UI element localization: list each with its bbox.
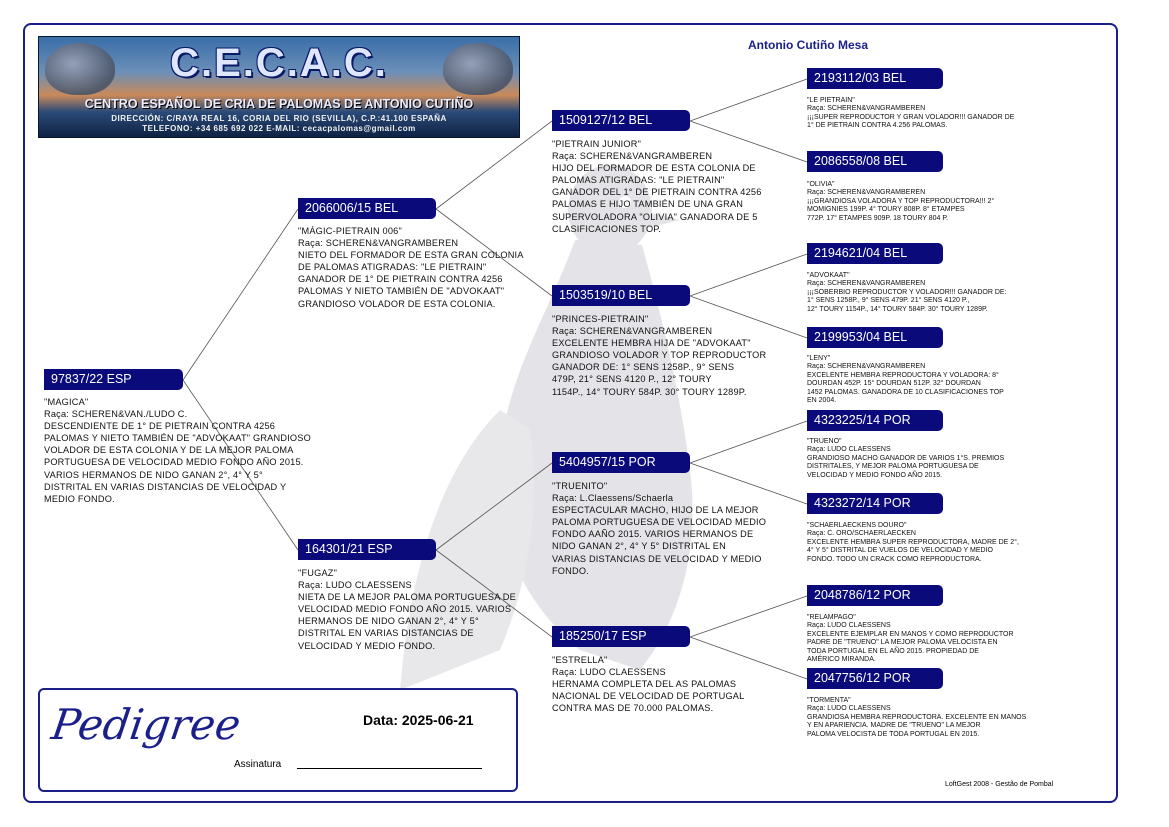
sds-ring[interactable]: 2194621/04 BEL xyxy=(807,243,943,264)
sdd-ring[interactable]: 2199953/04 BEL xyxy=(807,327,943,348)
dsd-ring[interactable]: 4323272/14 POR xyxy=(807,493,943,514)
dds-info: "RELAMPAGO" Raça: LUDO CLAESSENS EXCELENTE EJEMPLAR EN MANOS Y COMO REPRODUCTOR PADRE DE "TRUENO" LA MEJOR PALOMA VELOCISTA EN TODA PORTUGAL EN EL AÑO 2015. PROPIEDAD DE AMÉRICO MIRANDA. xyxy=(807,614,1014,664)
sds-info: "ADVOKAAT" Raça: SCHEREN&VANGRAMBEREN ¡¡¡SOBERBIO REPRODUCTOR Y VOLADOR!!! GANADOR DE: 1° SENS 1258P., 9° SENS 479P. 21° SENS 4120 P., 12° TOURY 1154P., 14° TOURY 584P. 30° TOURY 1289P. xyxy=(807,272,1007,313)
owner-name: Antonio Cutiño Mesa xyxy=(748,38,868,52)
sss-info: "LE PIETRAIN" Raça: SCHEREN&VANGRAMBEREN ¡¡¡SUPER REPRODUCTOR Y GRAN VOLADOR!!! GANADOR DE 1° DE PIETRAIN CONTRA 4.256 PALOMAS. xyxy=(807,97,1015,130)
ddd-info: "TORMENTA" Raça: LUDO CLAESSENS GRANDIOSA HEMBRA REPRODUCTORA. EXCELENTE EN MANOS Y EN APARIENCIA. MADRE DE "TRUENO" LA MEJOR PALOMA VELOCISTA DE TODA PORTUGAL EN 2015. xyxy=(807,697,1027,738)
sire-sire-ring[interactable]: 1509127/12 BEL xyxy=(552,110,690,131)
dam-sire-ring[interactable]: 5404957/15 POR xyxy=(552,452,690,473)
date-label: Data: 2025-06-21 xyxy=(363,712,474,728)
pedigree-logo: Pedigree xyxy=(48,700,244,749)
dds-ring[interactable]: 2048786/12 POR xyxy=(807,585,943,606)
dam-sire-info: "TRUENITO" Raça: L.Claessens/Schaerla ESPECTACULAR MACHO, HIJO DE LA MEJOR PALOMA PORTUGUESA DE VELOCIDAD MEDIO FONDO AAÑO 2015. VARIOS HERMANOS DE NIDO GANAN 2°, 4° Y 5° DISTRITAL EN VARIAS DISTANCIAS DE VELOCIDAD Y MEDIO FONDO. xyxy=(552,481,767,576)
sdd-info: "LENY" Raça: SCHEREN&VANGRAMBEREN EXCELENTE HEMBRA REPRODUCTORA Y VOLADORA: 8° DOURDAN 452P. 15° DOURDAN 512P. 32° DOURDAN 1452 PALOMAS. GANADORA DE 10 CLASIFICACIONES TOP EN 2004. xyxy=(807,355,1004,405)
sire-info: "MÁGIC-PIETRAIN 006" Raça: SCHEREN&VANGRAMBEREN NIETO DEL FORMADOR DE ESTA GRAN COLONIA DE PALOMAS ATIGRADAS: "LE PIETRAIN" GANADOR DE 1° DE PIETRAIN CONTRA 4256 PALOMAS Y NIETO TAMBIÉN DE "ADVOKAAT" GRANDIOSO VOLADOR DE ESTA COLONIA. xyxy=(298,226,524,309)
banner-brand: C.E.C.A.C. xyxy=(170,41,388,85)
banner-line1: CENTRO ESPAÑOL DE CRIA DE PALOMAS DE ANTONIO CUTIÑO xyxy=(84,97,474,111)
dss-ring[interactable]: 4323225/14 POR xyxy=(807,410,943,431)
sire-ring[interactable]: 2066006/15 BEL xyxy=(298,198,436,219)
sire-sire-info: "PIETRAIN JUNIOR" Raça: SCHEREN&VANGRAMBEREN HIJO DEL FORMADOR DE ESTA COLONIA DE PALOMAS ATIGRADAS: "LE PIETRAIN" GANADOR DEL 1° DE PIETRAIN CONTRA 4256 PALOMAS E HIJO TAMBIÉN DE UNA GRAN SUPERVOLADORA "OLIVIA" GANADORA DE 5 CLASIFICACIONES TOP. xyxy=(552,139,762,234)
sire-dam-ring[interactable]: 1503519/10 BEL xyxy=(552,285,690,306)
subject-info: "MAGICA" Raça: SCHEREN&VAN./LUDO C. DESCENDIENTE DE 1° DE PIETRAIN CONTRA 4256 PALOMAS Y NIETO TAMBIÉN DE "ADVOKAAT" GRANDIOSO VOLADOR DE ESTA COLONIA Y DE LA MEJOR PALOMA PORTUGUESA DE VELOCIDAD MEDIO FONDO AÑO 2015. VARIOS HERMANOS DE NIDO GANAN 2°, 4° Y 5° DISTRITAL EN VARIAS DISTANCIAS DE VELOCIDAD Y MEDIO FONDO. xyxy=(44,397,311,504)
sss-ring[interactable]: 2193112/03 BEL xyxy=(807,68,943,89)
banner-line2: DIRECCIÓN: C/RAYA REAL 16, CORIA DEL RIO (SEVILLA), C.P.:41.100 ESPAÑA xyxy=(111,114,447,123)
dam-dam-ring[interactable]: 185250/17 ESP xyxy=(552,626,690,647)
dss-info: "TRUENO" Raça: LUDO CLAESSENS GRANDIOSO MACHO GANADOR DE VARIOS 1°S. PREMIOS DISTRITALES, Y MEJOR PALOMA PORTUGUESA DE VELOCIDAD Y MEDIO FONDO AÑO 2015. xyxy=(807,438,1005,479)
signature-line[interactable] xyxy=(297,768,482,769)
dsd-info: "SCHAERLAECKENS DOURO" Raça: C. ORO/SCHAERLAECKEN EXCELENTE HEMBRA SUPER REPRODUCTORA, MADRE DE 2°, 4° Y 5° DISTRITAL DE VUELOS DE VELOCIDAD Y MEDIO FONDO. TODO UN CRACK COMO REPRODUCTORA. xyxy=(807,522,1019,563)
dam-dam-info: "ESTRELLA" Raça: LUDO CLAESSENS HERNAMA COMPLETA DEL AS PALOMAS NACIONAL DE VELOCIDAD DE PORTUGAL CONTRA MAS DE 70.000 PALOMAS. xyxy=(552,655,745,714)
subject-ring[interactable]: 97837/22 ESP xyxy=(44,369,183,390)
footer-credit: LoftGest 2008 - Gestão de Pombal xyxy=(945,781,1054,788)
sire-dam-info: "PRINCES-PIETRAIN" Raça: SCHEREN&VANGRAMBEREN EXCELENTE HEMBRA HIJA DE "ADVOKAAT" GRANDIOSO VOLADOR Y TOP REPRODUCTOR GANADOR DE: 1° SENS 1258P., 9° SENS 479P, 21° SENS 4120 P., 12° TOURY 1154P., 14° TOURY 584P. 30° TOURY 1289P. xyxy=(552,314,767,397)
ssd-ring[interactable]: 2086558/08 BEL xyxy=(807,151,943,172)
dam-info: "FUGAZ" Raça: LUDO CLAESSENS NIETA DE LA MEJOR PALOMA PORTUGUESA DE VELOCIDAD MEDIO FONDO AÑO 2015. VARIOS HERMANOS DE NIDO GANAN 2°, 4° Y 5° DISTRITAL EN VARIAS DISTANCIAS DE VELOCIDAD Y MEDIO FONDO. xyxy=(298,568,516,651)
ddd-ring[interactable]: 2047756/12 POR xyxy=(807,668,943,689)
dam-ring[interactable]: 164301/21 ESP xyxy=(298,539,436,560)
banner-line3: TELEFONO: +34 685 692 022 E-MAIL: cecacpalomas@gmail.com xyxy=(142,124,416,133)
ssd-info: "OLIVIA" Raça: SCHEREN&VANGRAMBEREN ¡¡¡GRANDIOSA VOLADORA Y TOP REPRODUCTORA!!! 2° MOMIGNIES 199P. 4° TOURY 808P. 8° ETAMPES 772P. 17° ETAMPES 909P. 18 TOURY 804 P. xyxy=(807,181,995,222)
signature-label: Assinatura xyxy=(234,759,282,770)
